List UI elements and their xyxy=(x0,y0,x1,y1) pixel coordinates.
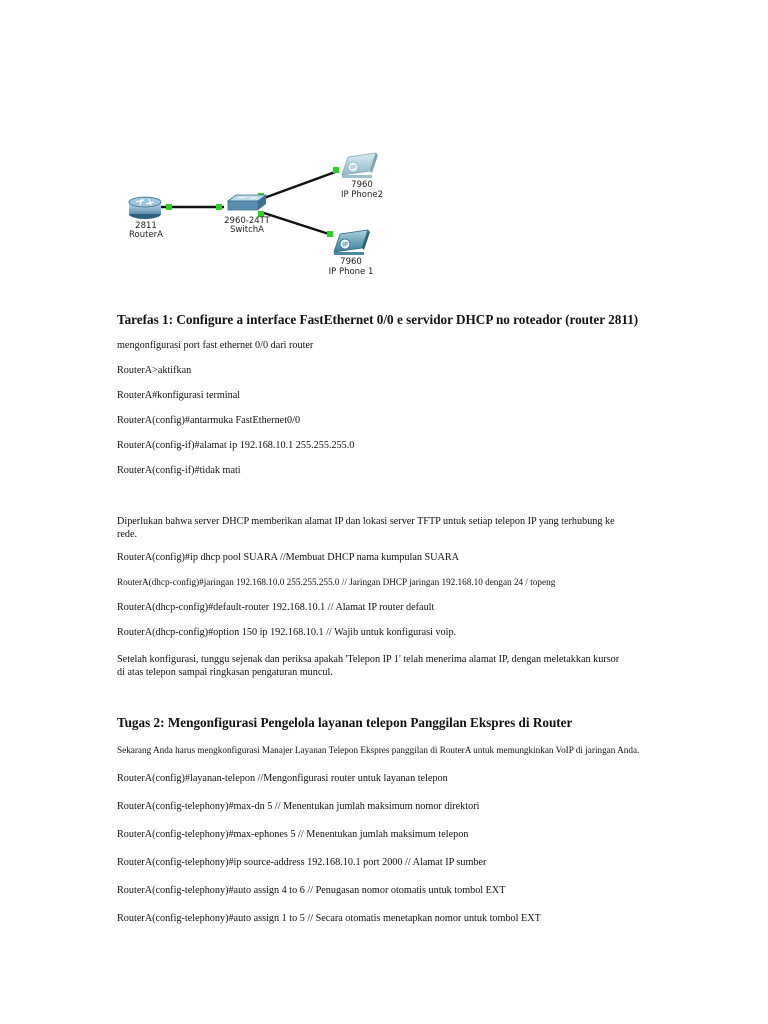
switch-icon xyxy=(228,195,266,210)
task2-command-auto-assign-1-5: RouterA(config-telephony)#auto assign 1 to 5 // Secara otomatis menetapkan nomor untuk tombol EXT xyxy=(117,913,541,924)
ip-logo-phone2: IP xyxy=(350,164,356,172)
phone2-name: IP Phone2 xyxy=(340,190,384,200)
dhcp-command-pool: RouterA(config)#ip dhcp pool SUARA //Membuat DHCP nama kumpulan SUARA xyxy=(117,552,460,563)
ip-logo-phone1: IP xyxy=(342,241,348,249)
task2-command-max-dn: RouterA(config-telephony)#max-dn 5 // Menentukan jumlah maksimum nomor direktori xyxy=(117,801,480,812)
switch-model: 2960-24TT xyxy=(224,216,270,226)
task1-command-no-shutdown: RouterA(config-if)#tidak mati xyxy=(117,465,241,476)
task1-command-configure-terminal: RouterA#konfigurasi terminal xyxy=(117,390,241,401)
task1-intro: mengonfigurasi port fast ethernet 0/0 dari router xyxy=(117,340,314,351)
ip-phone1-icon xyxy=(334,230,370,255)
task2-heading: Tugas 2: Mengonfigurasi Pengelola layanan telepon Panggilan Ekspres di Router xyxy=(117,715,573,730)
task2-command-max-ephones: RouterA(config-telephony)#max-ephones 5 // Menentukan jumlah maksimum telepon xyxy=(117,829,469,840)
task2-command-telephony-service: RouterA(config)#layanan-telepon //Mengonfigurasi router untuk layanan telepon xyxy=(117,773,448,784)
ip-phone2-icon xyxy=(342,153,378,178)
task2-intro: Sekarang Anda harus mengkonfigurasi Manajer Layanan Telepon Ekspres panggilan di RouterA untuk memungkinkan VoIP di jaringan Anda. xyxy=(117,745,640,755)
task1-command-ip-address: RouterA(config-if)#alamat ip 192.168.10.1 255.255.255.0 xyxy=(117,440,355,451)
phone1-name: IP Phone 1 xyxy=(328,267,374,277)
router-icon xyxy=(129,197,161,219)
dhcp-command-default-router: RouterA(dhcp-config)#default-router 192.168.10.1 // Alamat IP router default xyxy=(117,602,435,613)
task2-command-auto-assign-4-6: RouterA(config-telephony)#auto assign 4 to 6 // Penugasan nomor otomatis untuk tombol EXT xyxy=(117,885,506,896)
router-model: 2811 xyxy=(135,221,157,231)
task1-command-enable: RouterA>aktifkan xyxy=(117,365,192,376)
phone1-model: 7960 xyxy=(340,257,362,267)
dhcp-requirement-note: Diperlukan bahwa server DHCP memberikan alamat IP dan lokasi server TFTP untuk setiap telepon IP yang terhubung ke rede. xyxy=(117,516,615,540)
switch-name: SwitchA xyxy=(230,225,264,235)
router-name: RouterA xyxy=(129,230,163,240)
task2-command-ip-source-address: RouterA(config-telephony)#ip source-address 192.168.10.1 port 2000 // Alamat IP sumber xyxy=(117,857,487,868)
dhcp-command-network: RouterA(dhcp-config)#jaringan 192.168.10.0 255.255.255.0 // Jaringan DHCP jaringan 192.168.10 dengan 24 / topeng xyxy=(117,577,556,587)
task1-heading: Tarefas 1: Configure a interface FastEthernet 0/0 e servidor DHCP no roteador (router 2811) xyxy=(117,312,639,327)
after-config-note: Setelah konfigurasi, tunggu sejenak dan periksa apakah 'Telepon IP 1' telah menerima alamat IP, dengan meletakkan kursor di atas telepon sampai ringkasan pengaturan muncul. xyxy=(117,654,620,678)
dhcp-command-option150: RouterA(dhcp-config)#option 150 ip 192.168.10.1 // Wajib untuk konfigurasi voip. xyxy=(117,627,457,638)
network-topology-diagram xyxy=(100,135,420,285)
phone2-model: 7960 xyxy=(351,180,373,190)
task1-command-interface: RouterA(config)#antarmuka FastEthernet0/0 xyxy=(117,415,301,426)
